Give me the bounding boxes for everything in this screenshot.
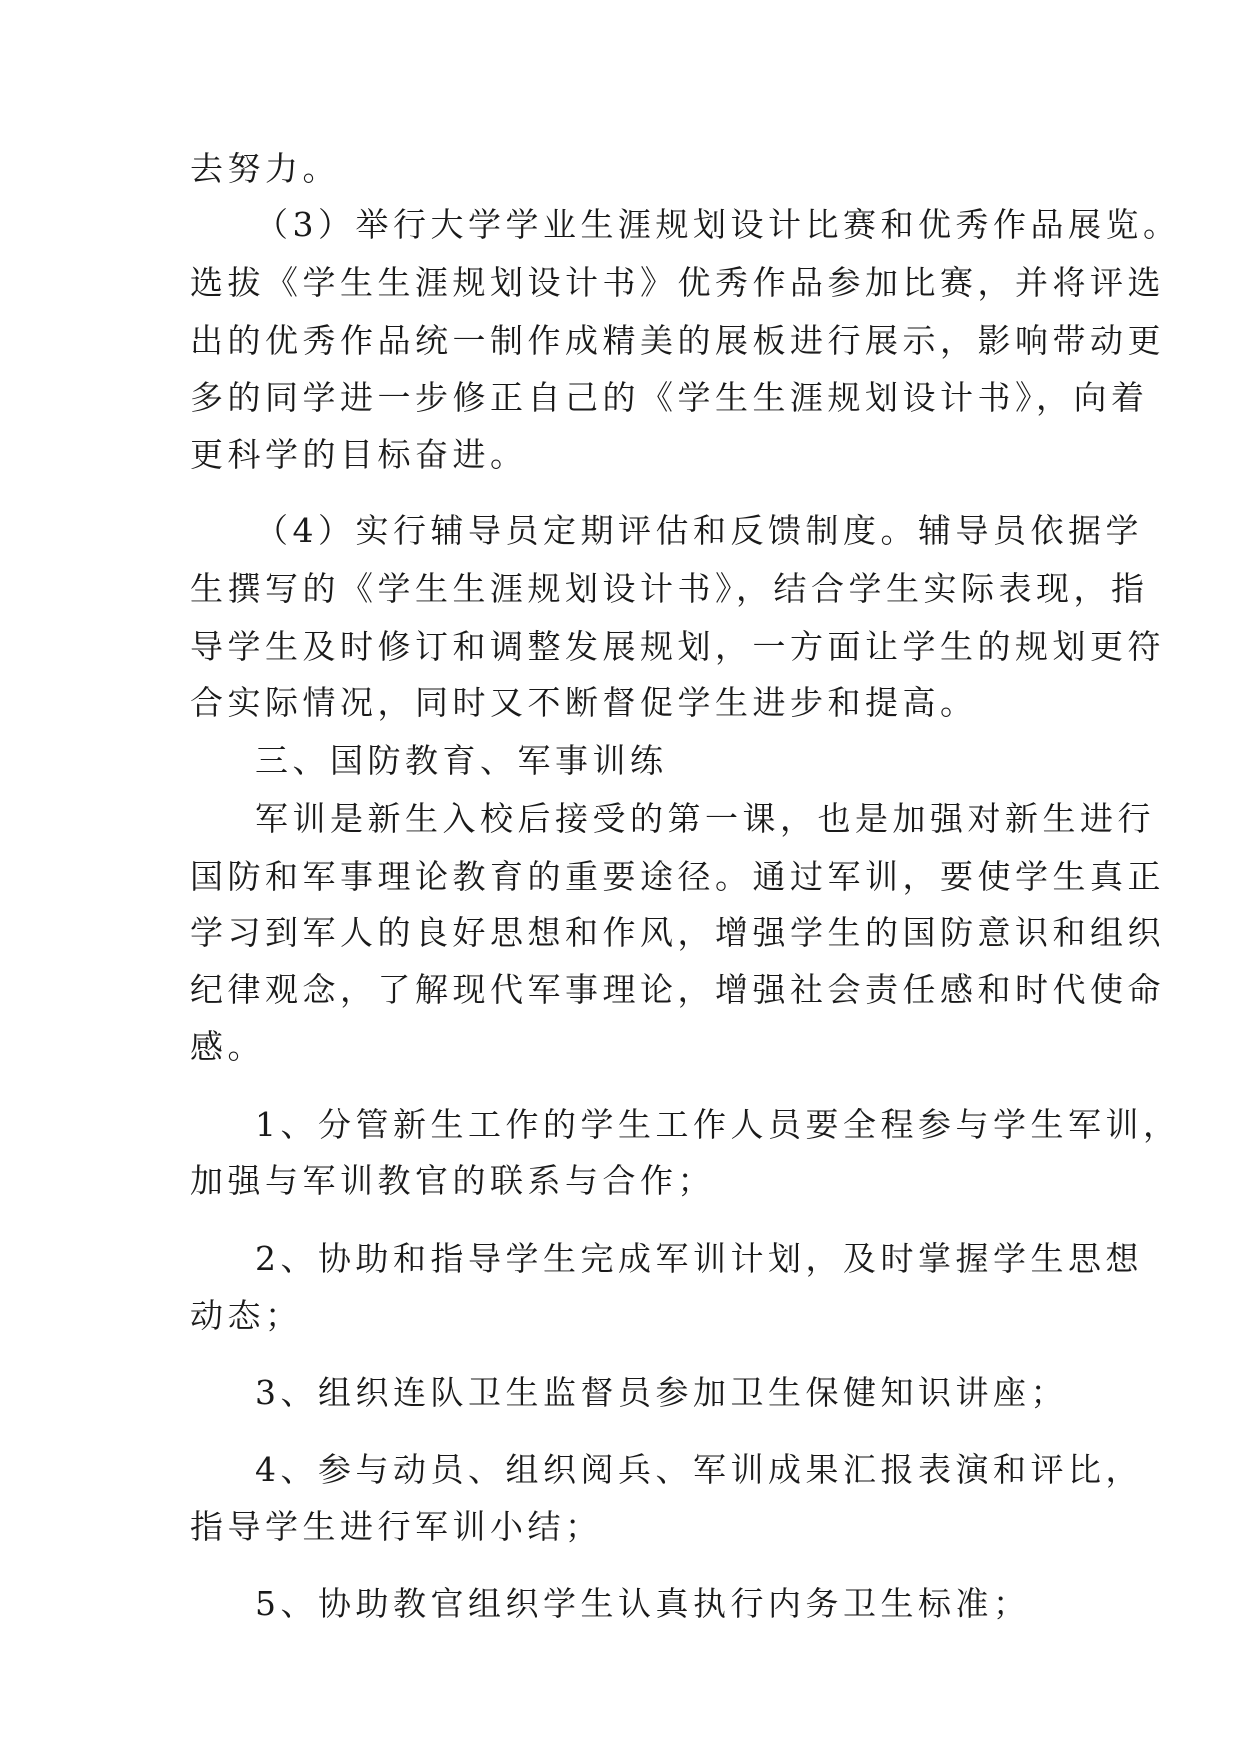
list-item: 2、协助和指导学生完成军训计划，及时掌握学生思想 [255,1239,1143,1278]
paragraph-line: 学习到军人的良好思想和作风，增强学生的国防意识和组织 [190,913,1165,952]
list-item: 5、协助教官组织学生认真执行内务卫生标准； [255,1584,1031,1623]
list-item: 1、分管新生工作的学生工作人员要全程参与学生军训， [255,1105,1181,1144]
paragraph-line: 更科学的目标奋进。 [190,435,528,474]
paragraph-line: 指导学生进行军训小结； [190,1507,603,1546]
paragraph-line: 出的优秀作品统一制作成精美的展板进行展示，影响带动更 [190,321,1165,360]
paragraph-line: 多的同学进一步修正自己的《学生生涯规划设计书》，向着 [190,378,1149,417]
paragraph-line: 纪律观念，了解现代军事理论，增强社会责任感和时代使命 [190,970,1165,1009]
paragraph-line: 生撰写的《学生生涯规划设计书》，结合学生实际表现，指 [190,569,1149,608]
list-item: 4、参与动员、组织阅兵、军训成果汇报表演和评比， [255,1450,1143,1489]
section-heading: 三、国防教育、军事训练 [255,741,668,780]
paragraph-line: （4）实行辅导员定期评估和反馈制度。辅导员依据学 [255,511,1143,550]
paragraph-line: 感。 [190,1027,265,1066]
paragraph-line: 选拔《学生生涯规划设计书》优秀作品参加比赛，并将评选 [190,263,1165,302]
paragraph-line: 导学生及时修订和调整发展规划，一方面让学生的规划更符 [190,627,1165,666]
paragraph-line: 加强与军训教官的联系与合作； [190,1161,715,1200]
paragraph-line: 去努力。 [190,149,340,188]
paragraph-line: 军训是新生入校后接受的第一课，也是加强对新生进行 [255,799,1155,838]
paragraph-line: 合实际情况，同时又不断督促学生进步和提高。 [190,683,978,722]
paragraph-line: 动态； [190,1296,303,1335]
paragraph-line: （3）举行大学学业生涯规划设计比赛和优秀作品展览。 [255,205,1181,244]
list-item: 3、组织连队卫生监督员参加卫生保健知识讲座； [255,1373,1068,1412]
paragraph-line: 国防和军事理论教育的重要途径。通过军训，要使学生真正 [190,857,1165,896]
